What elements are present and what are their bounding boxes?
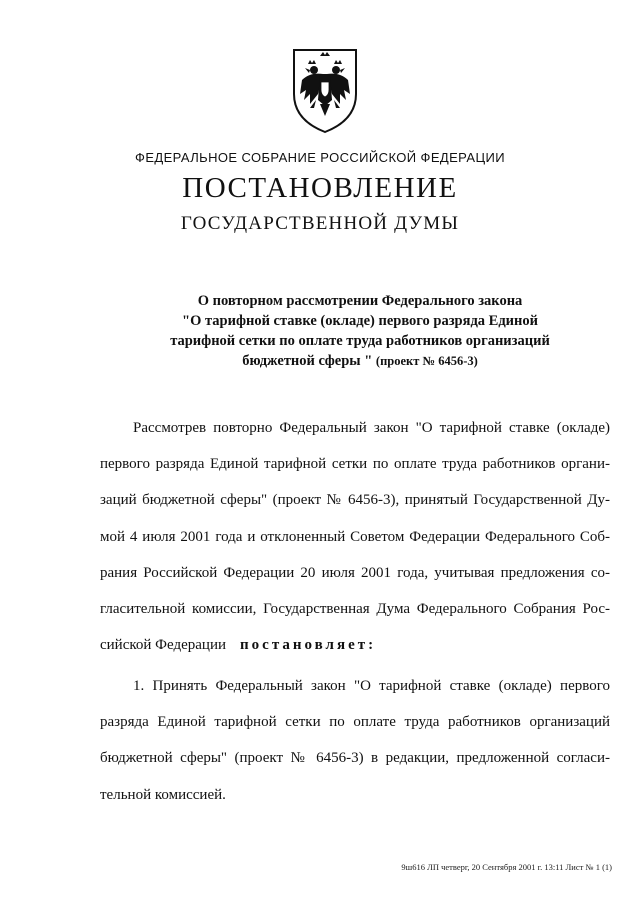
subject-line: О повторном рассмотрении Федерального закона [197, 293, 523, 309]
paragraph-line: 1. Принять Федеральный закон "О тарифной ставке (окладе) первого [133, 678, 610, 694]
paragraph-line: мой 4 июля 2001 года и отклоненный Советом Федерации Федерального Соб- [100, 528, 610, 545]
subject-line-text: бюджетной сферы " [242, 353, 373, 369]
paragraph-line: рания Российской Федерации 20 июля 2001 года, учитывая предложения со- [100, 564, 610, 581]
subject-project-number: (проект № 6456-3) [375, 354, 478, 368]
paragraph-line: заций бюджетной сферы" (проект № 6456-3), принятый Государственной Ду- [100, 492, 610, 509]
organization-line: ФЕДЕРАЛЬНОЕ СОБРАНИЕ РОССИЙСКОЙ ФЕДЕРАЦИИ [135, 150, 505, 165]
paragraph-line: бюджетной сферы" (проект № 6456-3) в редакции, предложенной согласи- [100, 750, 610, 767]
document-issuer: ГОСУДАРСТВЕННОЙ ДУМЫ [180, 213, 460, 234]
resolves-word: постановляет: [240, 637, 377, 654]
subject-line [140, 351, 580, 371]
body-paragraph-2 [100, 668, 610, 813]
paragraph-line [100, 627, 610, 663]
body-paragraph-1 [100, 410, 610, 663]
paragraph-line: Рассмотрев повторно Федеральный закон "О тарифной ставке (окладе) [133, 420, 610, 436]
document-type-title: ПОСТАНОВЛЕНИЕ [182, 172, 458, 204]
paragraph-line: тельной комиссией. [100, 786, 226, 803]
double-headed-eagle-icon [290, 44, 360, 136]
document-subject [140, 291, 580, 371]
subject-line: тарифной сетки по оплате труда работников организаций [170, 333, 550, 349]
paragraph-line: гласительной комиссии, Государственная Дума Федерального Собрания Рос- [100, 601, 610, 618]
footer-stamp: 9ш616 ЛП четверг, 20 Сентября 2001 г. 13:11 Лист № 1 (1) [401, 862, 612, 872]
paragraph-line: первого разряда Единой тарифной сетки по оплате труда работников органи- [100, 456, 610, 473]
paragraph-line: разряда Единой тарифной сетки по оплате труда работников организаций [100, 714, 610, 731]
paragraph-line-text: сийской Федерации [100, 637, 227, 654]
subject-line: "О тарифной ставке (окладе) первого разряда Единой [182, 313, 538, 329]
